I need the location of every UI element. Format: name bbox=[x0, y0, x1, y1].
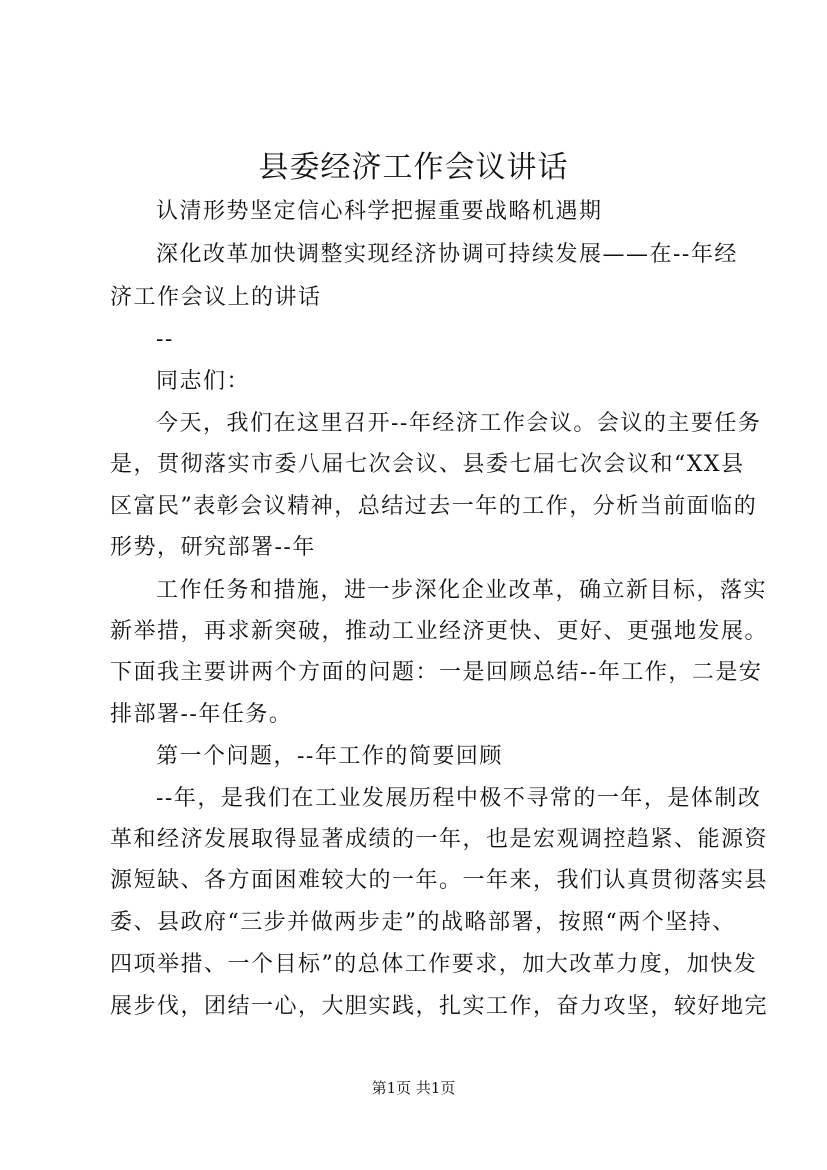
body-line: 新举措，再求新突破，推动工业经济更快、更好、更强地发展。 bbox=[110, 619, 769, 644]
body-line: 四项举措、一个目标”的总体工作要求，加大改革力度，加快发 bbox=[110, 952, 758, 977]
body-line: 形势，研究部署--年 bbox=[110, 535, 316, 560]
section-heading: 第一个问题，--年工作的简要回顾 bbox=[156, 744, 503, 769]
salutation: 同志们： bbox=[156, 369, 251, 394]
body-line: 工作任务和措施，进一步深化企业改革，确立新目标，落实 bbox=[156, 578, 768, 603]
body-line: 是，贯彻落实市委八届七次会议、县委七届七次会议和“XX县 bbox=[110, 452, 745, 477]
body-line: 革和经济发展取得显著成绩的一年，也是宏观调控趋紧、能源资 bbox=[110, 827, 769, 852]
body-line: 区富民”表彰会议精神，总结过去一年的工作，分析当前面临的 bbox=[110, 494, 758, 519]
subtitle-line-3: 济工作会议上的讲话 bbox=[110, 285, 322, 310]
subtitle-line-1: 认清形势坚定信心科学把握重要战略机遇期 bbox=[156, 199, 603, 224]
document-title: 县委经济工作会议讲话 bbox=[258, 150, 569, 185]
body-line: 排部署--年任务。 bbox=[110, 702, 293, 727]
body-line: 展步伐，团结一心，大胆实践，扎实工作，奋力攻坚，较好地完 bbox=[110, 994, 769, 1019]
body-line: -- bbox=[156, 327, 174, 352]
body-line: 下面我主要讲两个方面的问题：一是回顾总结--年工作，二是安 bbox=[110, 660, 763, 685]
body-line: 源短缺、各方面困难较大的一年。一年来，我们认真贯彻落实县 bbox=[110, 868, 769, 893]
body-line: 委、县政府“三步并做两步走”的战略部署，按照“两个坚持、 bbox=[110, 910, 736, 935]
page-number-footer: 第1页 共1页 bbox=[371, 1079, 456, 1097]
body-line: 今天，我们在这里召开--年经济工作会议。会议的主要任务 bbox=[156, 411, 762, 436]
subtitle-line-2: 深化改革加快调整实现经济协调可持续发展——在--年经 bbox=[156, 242, 738, 267]
body-line: --年，是我们在工业发展历程中极不寻常的一年，是体制改 bbox=[156, 786, 762, 811]
